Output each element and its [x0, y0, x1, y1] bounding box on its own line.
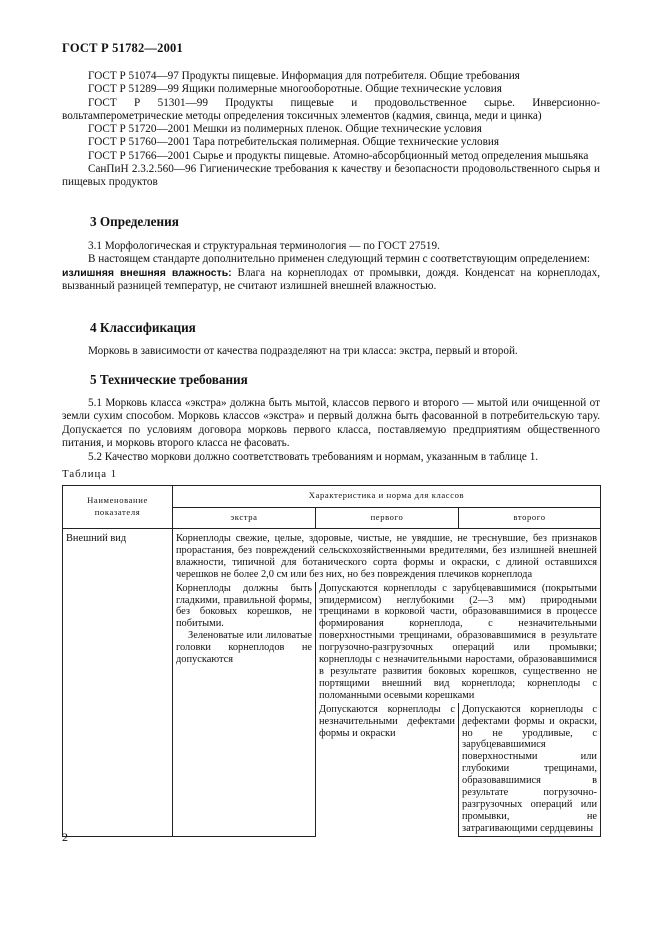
- table-cell: Допускаются корнеплоды с зарубцевавшимися (покрытыми эпидермисом) неглубокими (2—3 мм) природными трещинами в корковой части, образовавшимися в процессе формирования корнеплода, с незначительными поверхностными трещинами, образовавшимися в результате погрузочно-разгрузочных операций или промывки; корнеплоды с незначительными наростами, образовавшимися в результате развития боковых корешков, существенно не портящими внешний вид корнеплода; корнеплоды с поломанными осевыми корешками: [316, 582, 601, 703]
- term: излишняя внешняя влажность:: [62, 266, 232, 279]
- reference-item: ГОСТ Р 51766—2001 Сырье и продукты пищевые. Атомно-абсорбционный метод определения мышьяка: [88, 149, 589, 162]
- column-header: второго: [459, 507, 601, 529]
- row-label: Внешний вид: [63, 529, 173, 837]
- table-cell: [316, 836, 459, 837]
- table-header-row: [63, 486, 601, 508]
- paragraph: 3.1 Морфологическая и структуральная терминология — по ГОСТ 27519.: [88, 240, 440, 252]
- column-header: Наименование показателя: [63, 486, 173, 529]
- quality-table: [62, 485, 601, 837]
- column-header: первого: [316, 507, 459, 529]
- reference-item: ГОСТ Р 51289—99 Ящики полимерные многооборотные. Общие технические условия: [88, 83, 502, 96]
- normative-references: [62, 70, 600, 190]
- table-cell: Допускаются корнеплоды с дефектами формы и окраски, но не уродливые, с зарубцевавшимися поверхностными или глубокими трещинами, образовавшимися в результате погрузочно-разгрузочных операций или промывки, не затрагивающими сердцевины: [459, 703, 601, 836]
- cell-text: Зеленоватые или лиловатые головки корнеплодов не допускаются: [176, 630, 312, 666]
- term-definition: [62, 267, 600, 294]
- page-number: 2: [62, 830, 68, 844]
- paragraph: В настоящем стандарте дополнительно применен следующий термин с соответствующим определением:: [88, 253, 591, 266]
- reference-item: ГОСТ Р 51720—2001 Мешки из полимерных пленок. Общие технические условия: [88, 123, 482, 136]
- table-cell: [173, 582, 316, 837]
- table-cell: [459, 836, 601, 837]
- table-row: [63, 529, 601, 582]
- table-cell: Допускаются корнеплоды с незначительными дефектами формы и окраски: [316, 703, 459, 836]
- section-4-heading: 4 Классификация: [90, 320, 196, 335]
- column-group-header: Характеристика и норма для классов: [173, 486, 601, 508]
- table-caption: Таблица 1: [62, 468, 118, 480]
- term-text: Влага на корнеплодах от промывки, дождя. Конденсат на корнеплодах, вызванный разницей температур, не считают излишней внешней влажностью.: [62, 266, 601, 293]
- section-3-heading: 3 Определения: [90, 214, 179, 229]
- reference-item: ГОСТ Р 51074—97 Продукты пищевые. Информация для потребителя. Общие требования: [88, 70, 520, 82]
- document-header: ГОСТ Р 51782—2001: [62, 41, 183, 55]
- column-header: экстра: [173, 507, 316, 529]
- section-3-body: [62, 240, 600, 294]
- paragraph: 5.1 Морковь класса «экстра» должна быть мытой, классов первого и второго — мытой или очищенной от земли сухим способом. Морковь классов «экстра» и первый должна быть фасованной в потребительскую тару. Допускается по условиям договора морковь первого класса, поставляемую предприятиям общественного питания, и морковь второго класса не фасовать.: [62, 397, 600, 450]
- reference-item: ГОСТ Р 51760—2001 Тара потребительская полимерная. Общие технические условия: [88, 136, 500, 149]
- section-4-body: [62, 345, 600, 358]
- reference-item: СанПиН 2.3.2.560—96 Гигиенические требования к качеству и безопасности продовольственного сырья и пищевых продуктов: [62, 163, 600, 189]
- table-cell: Корнеплоды свежие, целые, здоровые, чистые, не увядшие, не треснувшие, без признаков прорастания, без повреждений сельскохозяйственными вредителями, без излишней внешней влажности, типичной для ботанического сорта формы и окраски, с длиной оставшихся черешков не более 2,0 см или без них, но без повреждения плечиков корнеплода: [173, 529, 601, 582]
- reference-item: ГОСТ Р 51301—99 Продукты пищевые и продовольственное сырье. Инверсионно-вольтамперометрические методы определения токсичных элементов (кадмия, свинца, меди и цинка): [62, 96, 600, 122]
- section-5-body: [62, 397, 600, 464]
- cell-text: Корнеплоды должны быть гладкими, правильной формы, без боковых корешков, не побитыми.: [176, 582, 312, 630]
- paragraph: Морковь в зависимости от качества подразделяют на три класса: экстра, первый и второй.: [88, 345, 518, 357]
- section-5-heading: 5 Технические требования: [90, 372, 248, 387]
- paragraph: 5.2 Качество моркови должно соответствовать требованиям и нормам, указанным в таблице 1.: [88, 450, 539, 463]
